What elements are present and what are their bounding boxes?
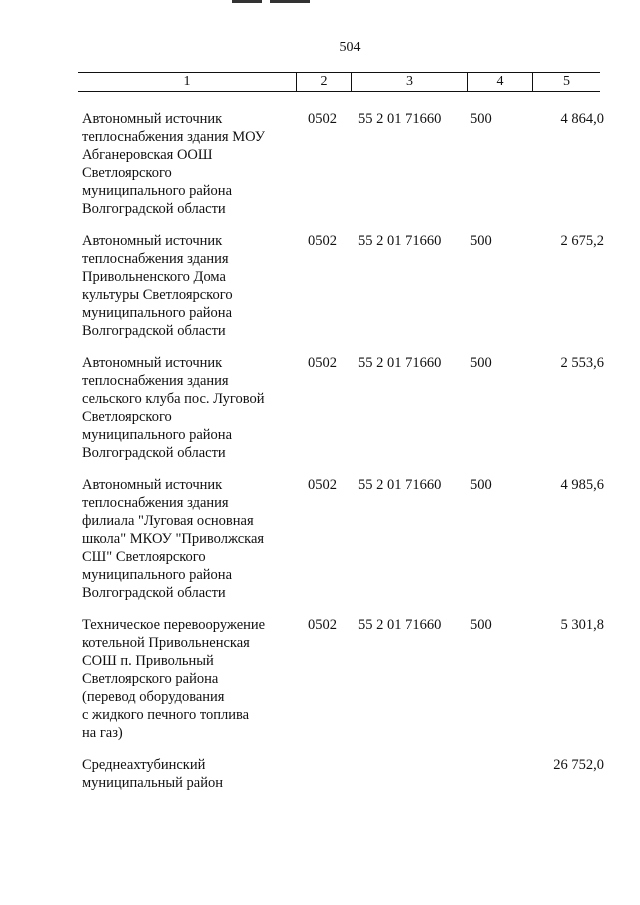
header-col-5: 5 (563, 74, 570, 89)
table-row (0, 232, 640, 340)
row-expense-type: 500 (470, 355, 492, 371)
row-section-code: 0502 (308, 617, 337, 633)
row-expense-type: 500 (470, 477, 492, 493)
row-section-code: 0502 (308, 233, 337, 249)
row-amount: 2 553,6 (560, 355, 604, 371)
row-name: Автономный источник теплоснабжения здания МОУ Абганеровская ООШ Светлоярского муниципального района Волгоградской области (82, 111, 266, 217)
table-row (0, 476, 640, 602)
row-section-code: 0502 (308, 477, 337, 493)
header-col-3: 3 (406, 74, 413, 89)
row-target-code: 55 2 01 71660 (358, 111, 442, 127)
row-amount: 4 864,0 (560, 111, 604, 127)
table-row (0, 110, 640, 218)
row-target-code: 55 2 01 71660 (358, 477, 442, 493)
header-col-4: 4 (496, 74, 504, 89)
row-expense-type: 500 (470, 617, 492, 633)
row-amount: 5 301,8 (560, 617, 604, 633)
header-col-1: 1 (183, 74, 191, 89)
header-col-2: 2 (320, 74, 328, 89)
scan-mark (232, 0, 262, 3)
table-row (0, 354, 640, 462)
row-expense-type: 500 (470, 233, 492, 249)
table-row-district-total (0, 756, 640, 792)
row-name: Автономный источник теплоснабжения здания Привольненского Дома культуры Светлоярского муниципального района Волгоградской области (82, 233, 233, 339)
row-amount: 4 985,6 (560, 477, 604, 493)
row-target-code: 55 2 01 71660 (358, 617, 442, 633)
page-number: 504 (339, 40, 361, 55)
row-name: Среднеахтубинский муниципальный район (82, 757, 223, 791)
row-expense-type: 500 (470, 111, 492, 127)
row-name: Автономный источник теплоснабжения здания филиала "Луговая основная школа" МКОУ "Приволжская СШ" Светлоярского муниципального района Волгоградской области (82, 477, 265, 601)
row-name: Техническое перевооружение котельной Привольненская СОШ п. Привольный Светлоярского района (перевод оборудования с жидкого печного топлива на газ) (82, 617, 266, 741)
row-amount: 2 675,2 (560, 233, 604, 249)
table-body (0, 110, 640, 806)
row-name: Автономный источник теплоснабжения здания сельского клуба пос. Луговой Светлоярского муниципального района Волгоградской области (82, 355, 265, 461)
row-target-code: 55 2 01 71660 (358, 233, 442, 249)
table-header (78, 72, 600, 92)
scan-mark (270, 0, 310, 3)
row-target-code: 55 2 01 71660 (358, 355, 442, 371)
table-row (0, 616, 640, 742)
row-section-code: 0502 (308, 111, 337, 127)
row-amount: 26 752,0 (553, 757, 604, 773)
row-section-code: 0502 (308, 355, 337, 371)
